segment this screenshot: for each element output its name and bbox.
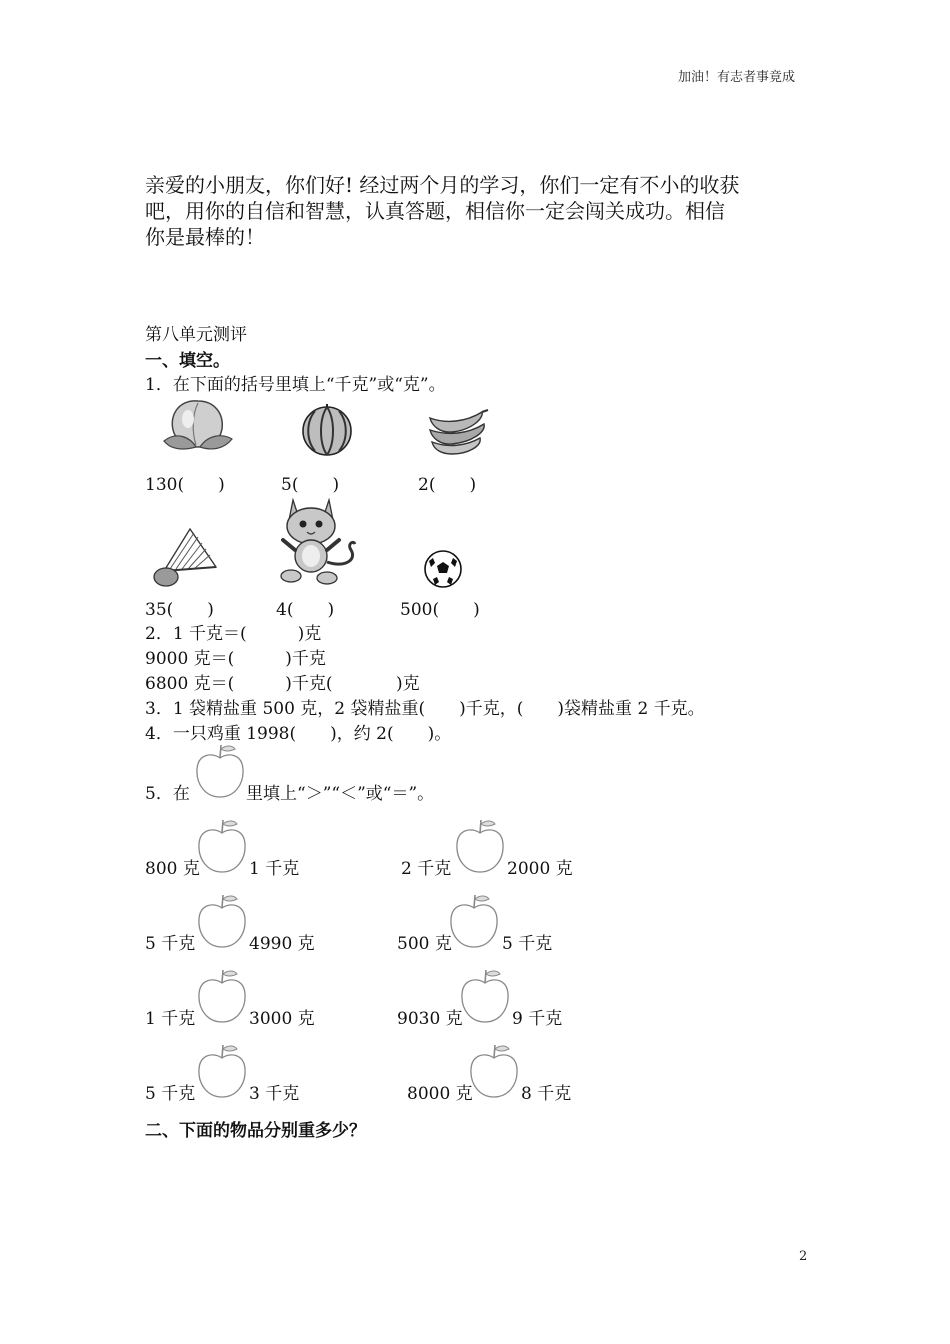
- header-slogan: 加油！有志者事竟成: [678, 70, 796, 85]
- peach-icon: [160, 393, 236, 455]
- q5-pair-5-left: 1 千克: [145, 1009, 196, 1029]
- q5-pair-1-left: 800 克: [145, 859, 200, 879]
- section2-heading: 二、下面的物品分别重多少？: [145, 1121, 366, 1141]
- watermelon-icon: [300, 404, 354, 458]
- apple-icon[interactable]: [194, 966, 250, 1026]
- q1-item-5-label: 4( ): [276, 600, 335, 620]
- q5-pair-1-right: 1 千克: [249, 859, 300, 879]
- q1-item-4-label: 35( ): [145, 600, 214, 620]
- apple-icon[interactable]: [446, 891, 502, 951]
- q2-line-1: 2．1 千克＝( )克: [145, 624, 322, 644]
- page-number: 2: [799, 1249, 808, 1264]
- apple-icon[interactable]: [452, 816, 508, 876]
- apple-icon[interactable]: [457, 966, 513, 1026]
- intro-line-1: 亲爱的小朋友，你们好! 经过两个月的学习，你们一定有不小的收获: [145, 173, 740, 197]
- football-icon: [423, 549, 463, 589]
- intro-line-3: 你是最棒的！: [145, 225, 265, 249]
- q5-prefix: 5．在: [145, 784, 190, 804]
- q1-item-3-label: 2( ): [418, 475, 477, 495]
- unit-title: 第八单元测评: [145, 325, 247, 345]
- section1-heading: 一、填空。: [145, 351, 230, 371]
- shuttlecock-icon: [150, 527, 220, 589]
- q5-pair-2-right: 2000 克: [507, 859, 573, 879]
- apple-icon[interactable]: [194, 816, 250, 876]
- q5-pair-6-right: 9 千克: [512, 1009, 563, 1029]
- q5-pair-4-left: 500 克: [397, 934, 452, 954]
- q5-pair-2-left: 2 千克: [401, 859, 452, 879]
- q4-text: 4．一只鸡重 1998( )，约 2( )。: [145, 724, 452, 744]
- q2-line-3a: 6800 克＝( )千克(: [145, 674, 333, 694]
- q5-pair-7-right: 3 千克: [249, 1084, 300, 1104]
- q5-pair-3-left: 5 千克: [145, 934, 196, 954]
- banana-icon: [426, 408, 490, 456]
- q5-pair-5-right: 3000 克: [249, 1009, 315, 1029]
- apple-icon[interactable]: [194, 1041, 250, 1101]
- apple-icon: [192, 741, 248, 801]
- q5-pair-8-left: 8000 克: [407, 1084, 473, 1104]
- q3-text: 3．1 袋精盐重 500 克，2 袋精盐重( )千克，( )袋精盐重 2 千克。: [145, 699, 705, 719]
- cat-icon: [275, 494, 359, 586]
- q2-line-3b: )克: [396, 674, 420, 694]
- q1-prompt: 1．在下面的括号里填上“千克”或“克”。: [145, 375, 446, 395]
- intro-line-2: 吧，用你的自信和智慧，认真答题，相信你一定会闯关成功。相信: [145, 199, 725, 223]
- q5-suffix: 里填上“＞”“＜”或“＝”。: [246, 784, 435, 804]
- apple-icon[interactable]: [194, 891, 250, 951]
- q5-pair-8-right: 8 千克: [521, 1084, 572, 1104]
- q1-item-6-label: 500( ): [400, 600, 480, 620]
- q5-pair-6-left: 9030 克: [397, 1009, 463, 1029]
- q5-pair-3-right: 4990 克: [249, 934, 315, 954]
- q1-item-2-label: 5( ): [281, 475, 340, 495]
- q5-pair-7-left: 5 千克: [145, 1084, 196, 1104]
- q1-item-1-label: 130( ): [145, 475, 225, 495]
- q5-pair-4-right: 5 千克: [502, 934, 553, 954]
- q2-line-2: 9000 克＝( )千克: [145, 649, 326, 669]
- apple-icon[interactable]: [466, 1041, 522, 1101]
